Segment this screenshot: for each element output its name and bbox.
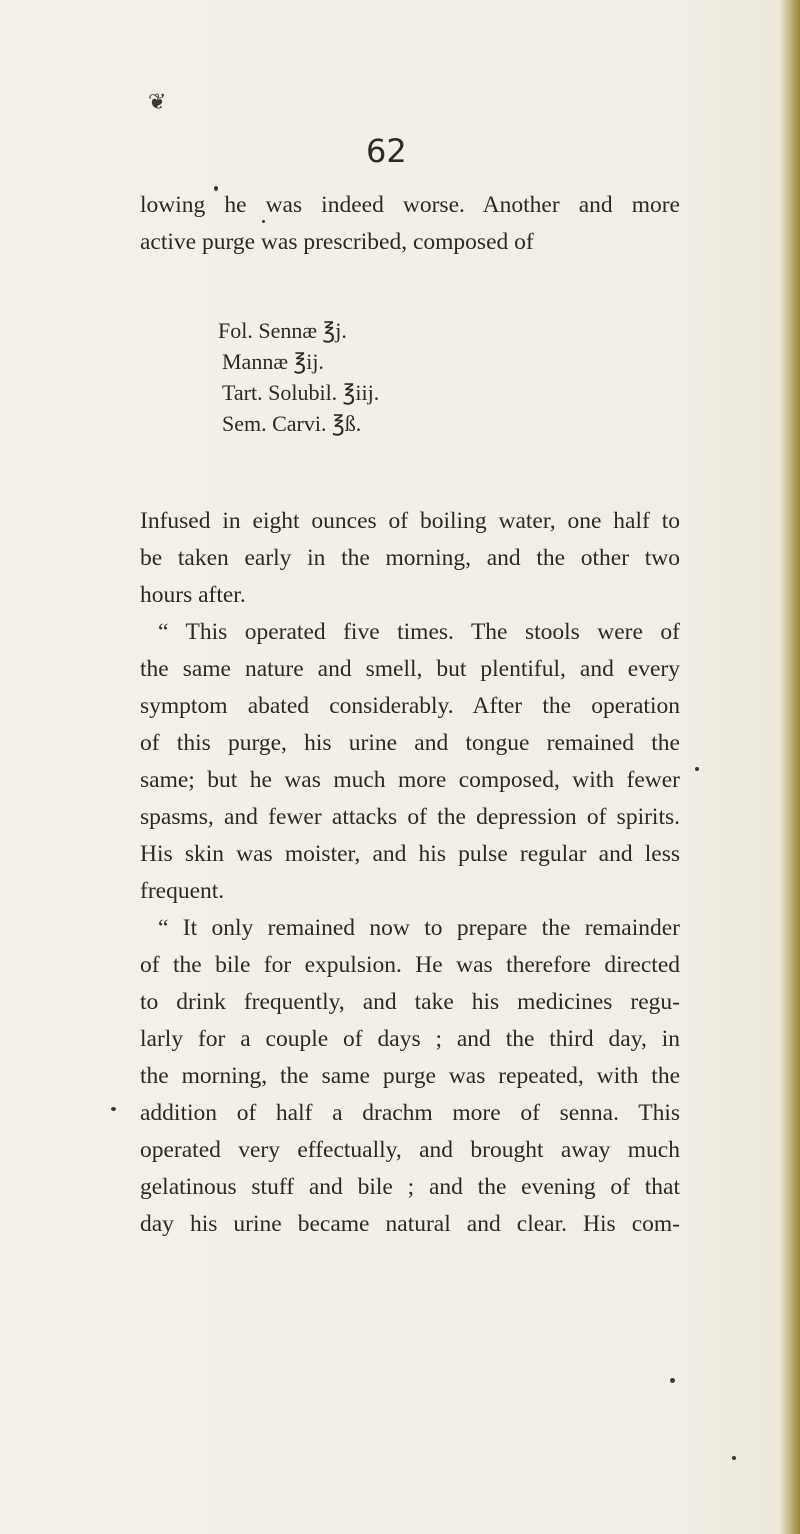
text-line: to drink frequently, and take his medicines regu-: [140, 989, 680, 1015]
scan-speck: [695, 767, 699, 771]
text-line: day his urine became natural and clear. His com-: [140, 1211, 680, 1237]
prescription-list: [218, 315, 379, 439]
scan-speck: [670, 1378, 675, 1383]
page-number: 62: [366, 132, 407, 170]
scan-speck: [262, 220, 265, 223]
text-line: gelatinous stuff and bile ; and the evening of that: [140, 1174, 680, 1200]
page-edge-binding: [786, 0, 800, 1534]
text-line: of the bile for expulsion. He was therefore directed: [140, 952, 680, 978]
text-line: larly for a couple of days ; and the third day, in: [140, 1026, 680, 1052]
prescription-item: Tart. Solubil. ℥iij.: [222, 380, 380, 405]
scan-speck: [111, 1107, 116, 1111]
text-line: hours after.: [140, 582, 246, 608]
text-line: be taken early in the morning, and the other two: [140, 545, 680, 571]
text-line: “ This operated five times. The stools were of: [158, 619, 680, 645]
prescription-item: Mannæ ℥ij.: [222, 349, 324, 374]
text-line: spasms, and fewer attacks of the depression of spirits.: [140, 804, 680, 830]
prescription-item: Sem. Carvi. ℥ß.: [222, 411, 362, 436]
scan-speck: [732, 1456, 736, 1460]
text-line: addition of half a drachm more of senna. This: [140, 1100, 680, 1126]
text-line: “ It only remained now to prepare the remainder: [158, 915, 680, 941]
case-notes-paragraphs: [140, 503, 680, 1243]
text-line: His skin was moister, and his pulse regular and less: [140, 841, 680, 867]
text-line: Infused in eight ounces of boiling water, one half to: [140, 508, 680, 534]
text-line: same; but he was much more composed, with fewer: [140, 767, 680, 793]
intro-paragraph: [140, 187, 680, 261]
text-line: symptom abated considerably. After the operation: [140, 693, 680, 719]
text-line: operated very effectually, and brought away much: [140, 1137, 680, 1163]
text-line: of this purge, his urine and tongue remained the: [140, 730, 680, 756]
prescription-item: Fol. Sennæ ℥j.: [218, 318, 347, 343]
scan-speck: [214, 186, 218, 191]
text-line: the same nature and smell, but plentiful, and every: [140, 656, 680, 682]
text-line: lowing he was indeed worse. Another and more: [140, 192, 680, 218]
corner-mark: ❦: [148, 90, 167, 115]
text-line: the morning, the same purge was repeated, with the: [140, 1063, 680, 1089]
text-line: active purge was prescribed, composed of: [140, 229, 534, 255]
text-line: frequent.: [140, 878, 225, 904]
